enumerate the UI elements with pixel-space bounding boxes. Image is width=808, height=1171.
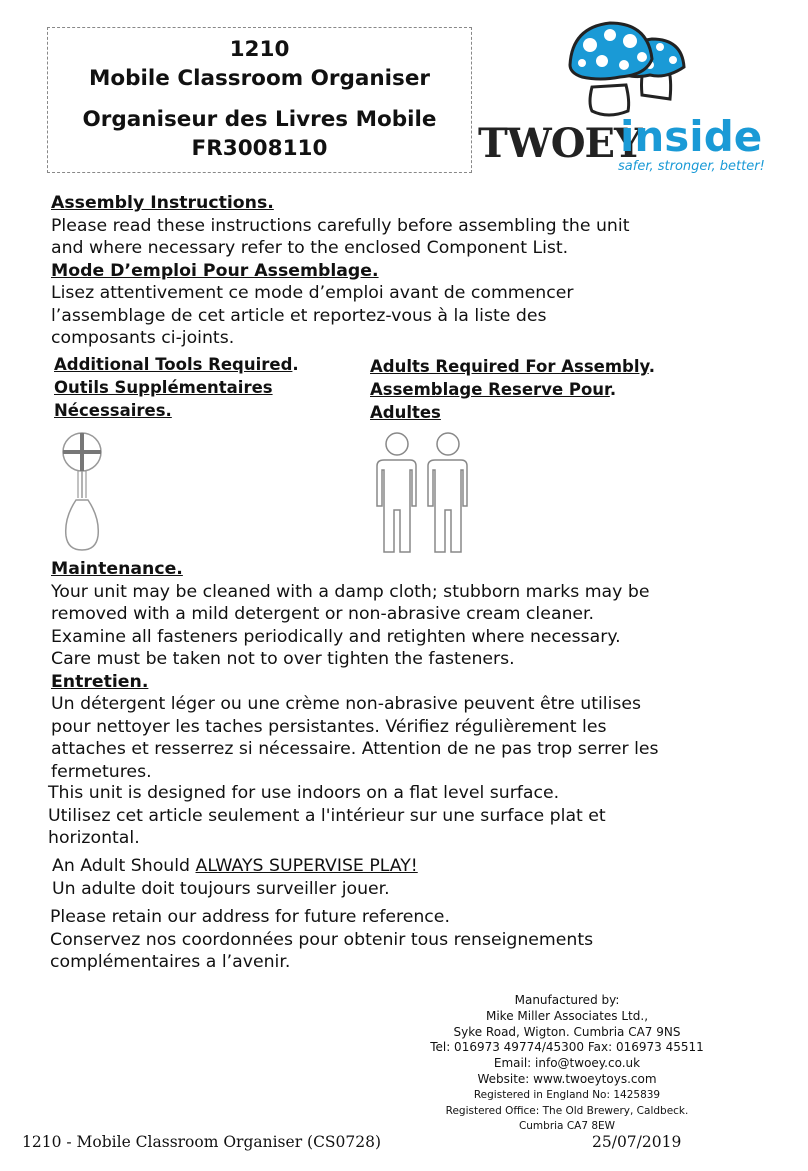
tools-section: Additional Tools Required. Outils Supplémentaires Nécessaires. (54, 355, 299, 420)
maintenance-heading-fr: Entretien. (51, 671, 149, 692)
manufacturer-line: Website: www.twoeytoys.com (477, 1071, 657, 1086)
tools-line: Outils Supplémentaires (54, 378, 273, 397)
manufacturer-registration: Registered Office: The Old Brewery, Caldbeck. (445, 1104, 689, 1117)
logo-tagline: safer, stronger, better! (618, 159, 765, 174)
screwdriver-icon (56, 426, 112, 556)
supervise-line-fr: Un adulte doit toujours surveiller jouer. (52, 878, 390, 899)
assembly-line: Please read these instructions carefully before assembling the unit (51, 215, 630, 236)
usage-section (48, 782, 606, 850)
adults-line: Assemblage Reserve Pour (370, 380, 610, 399)
supervise-emphasis: ALWAYS SUPERVISE PLAY! (195, 856, 418, 876)
product-name-fr: Organiseur des Livres Mobile (82, 107, 437, 132)
product-code: FR3008110 (191, 136, 328, 161)
logo-brand: TWOEY (478, 120, 642, 167)
maintenance-line: Examine all fasteners periodically and retighten where necessary. (51, 626, 621, 647)
assembly-line: Lisez attentivement ce mode d’emploi avant de commencer (51, 283, 574, 303)
product-number: 1210 (229, 37, 290, 62)
logo-brand-suffix: inside (620, 112, 763, 161)
mushroom-large-icon (570, 23, 652, 115)
tools-line: Additional Tools Required (54, 355, 293, 374)
manufacturer-line: Email: info@twoey.co.uk (493, 1056, 641, 1071)
manufacturer-registration: Registered in England No: 1425839 (473, 1088, 661, 1101)
usage-line: Utilisez cet article seulement a l'intérieur sur une surface plat et (48, 805, 606, 826)
retain-section (50, 906, 593, 974)
product-name-en: Mobile Classroom Organiser (88, 66, 431, 91)
two-adults-icon (372, 428, 476, 554)
maintenance-line: Un détergent léger ou une crème non-abrasive peuvent être utilises (51, 694, 642, 714)
assembly-heading-fr: Mode D’emploi Pour Assemblage. (51, 260, 379, 281)
manufacturer-line: Mike Miller Associates Ltd., (485, 1008, 649, 1023)
title-box (47, 27, 472, 173)
maintenance-section (51, 558, 659, 783)
adults-line: Adults Required For Assembly (370, 357, 649, 376)
maintenance-line: Your unit may be cleaned with a damp cloth; stubborn marks may be (51, 581, 650, 602)
manufacturer-line: Syke Road, Wigton. Cumbria CA7 9NS (453, 1024, 681, 1039)
maintenance-heading-en: Maintenance. (51, 559, 183, 579)
retain-line: complémentaires a l’avenir. (50, 952, 291, 972)
usage-line: This unit is designed for use indoors on a flat level surface. (48, 783, 560, 803)
twoey-logo (470, 15, 770, 175)
maintenance-line: pour nettoyer les taches persistantes. Vérifiez régulièrement les (51, 716, 607, 737)
assembly-section (51, 192, 629, 350)
tools-line: Nécessaires. (54, 401, 172, 420)
supervise-prefix: An Adult Should (52, 856, 196, 876)
assembly-line: l’assemblage de cet article et reportez-vous à la liste des (51, 305, 547, 326)
footer-document-id: 1210 - Mobile Classroom Organiser (CS0728) (22, 1133, 382, 1151)
usage-line: horizontal. (48, 828, 140, 848)
manufacturer-registration: Cumbria CA7 8EW (518, 1120, 616, 1133)
maintenance-line: removed with a mild detergent or non-abrasive cream cleaner. (51, 604, 595, 624)
retain-line: Please retain our address for future reference. (50, 907, 450, 927)
adults-section: Adults Required For Assembly. Assemblage Reserve Pour. Adultes (370, 357, 656, 422)
retain-line: Conservez nos coordonnées pour obtenir tous renseignements (50, 929, 594, 950)
maintenance-line: fermetures. (51, 761, 152, 782)
supervise-line-en (52, 855, 418, 878)
supervise-section (52, 855, 418, 900)
footer-date: 25/07/2019 (592, 1133, 682, 1151)
manufacturer-line: Tel: 016973 49774/45300 Fax: 016973 45511 (430, 1040, 704, 1055)
manufacturer-line: Manufactured by: (514, 993, 620, 1007)
adults-line: Adultes (370, 403, 441, 422)
assembly-heading-en: Assembly Instructions. (51, 193, 274, 213)
assembly-line: and where necessary refer to the enclosed Component List. (51, 238, 569, 258)
maintenance-line: attaches et resserrez si nécessaire. Attention de ne pas trop serrer les (51, 739, 659, 759)
assembly-line: composants ci-joints. (51, 328, 235, 348)
maintenance-line: Care must be taken not to over tighten the fasteners. (51, 649, 515, 669)
manufacturer-block (400, 993, 734, 1135)
